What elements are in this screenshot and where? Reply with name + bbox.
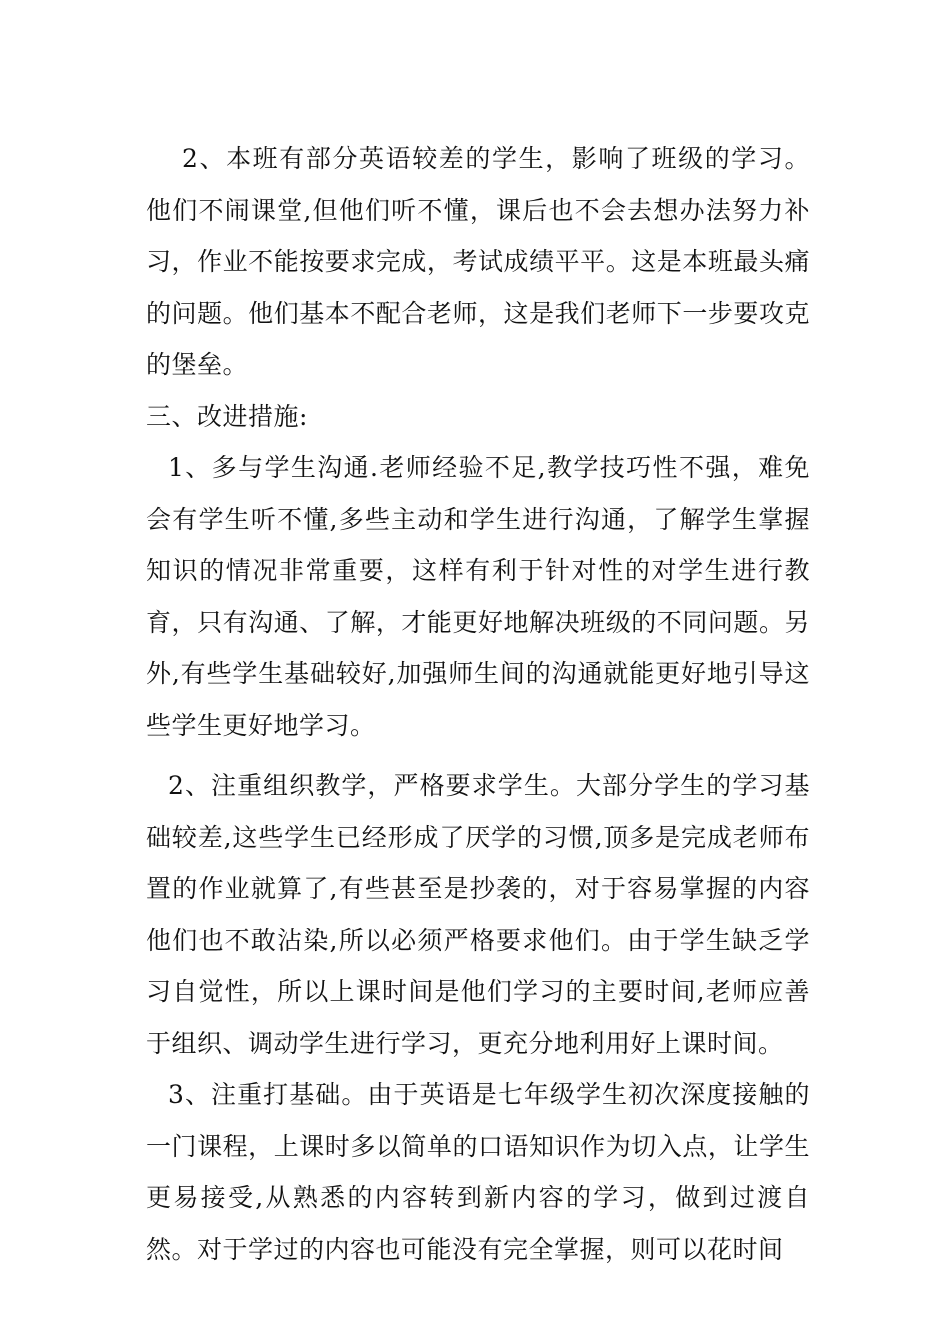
- document-body: [146, 133, 810, 1275]
- paragraph-measure-2: 2、注重组织教学，严格要求学生。大部分学生的学习基础较差,这些学生已经形成了厌学的习惯,顶多是完成老师布置的作业就算了,有些甚至是抄袭的，对于容易掌握的内容他们也不敢沾染,所以必须严格要求他们。由于学生缺乏学习自觉性，所以上课时间是他们学习的主要时间,老师应善于组织、调动学生进行学习，更充分地利用好上课时间。: [146, 771, 810, 1058]
- paragraph-problem-2: 2、本班有部分英语较差的学生，影响了班级的学习。他们不闹课堂,但他们听不懂，课后也不会去想办法努力补习，作业不能按要求完成，考试成绩平平。这是本班最头痛的问题。他们基本不配合老师，这是我们老师下一步要攻克的堡垒。: [146, 144, 810, 379]
- paragraph-measure-3: 3、注重打基础。由于英语是七年级学生初次深度接触的一门课程，上课时多以简单的口语知识作为切入点，让学生更易接受,从熟悉的内容转到新内容的学习，做到过渡自然。对于学过的内容也可能没有完全掌握，则可以花时间: [146, 1080, 810, 1264]
- section-heading-improvements: 三、改进措施:: [146, 401, 308, 431]
- paragraph-measure-1: 1、多与学生沟通.老师经验不足,教学技巧性不强，难免会有学生听不懂,多些主动和学生进行沟通，了解学生掌握知识的情况非常重要，这样有利于针对性的对学生进行教育，只有沟通、了解，才能更好地解决班级的不同问题。另外,有些学生基础较好,加强师生间的沟通就能更好地引导这些学生更好地学习。: [146, 453, 810, 740]
